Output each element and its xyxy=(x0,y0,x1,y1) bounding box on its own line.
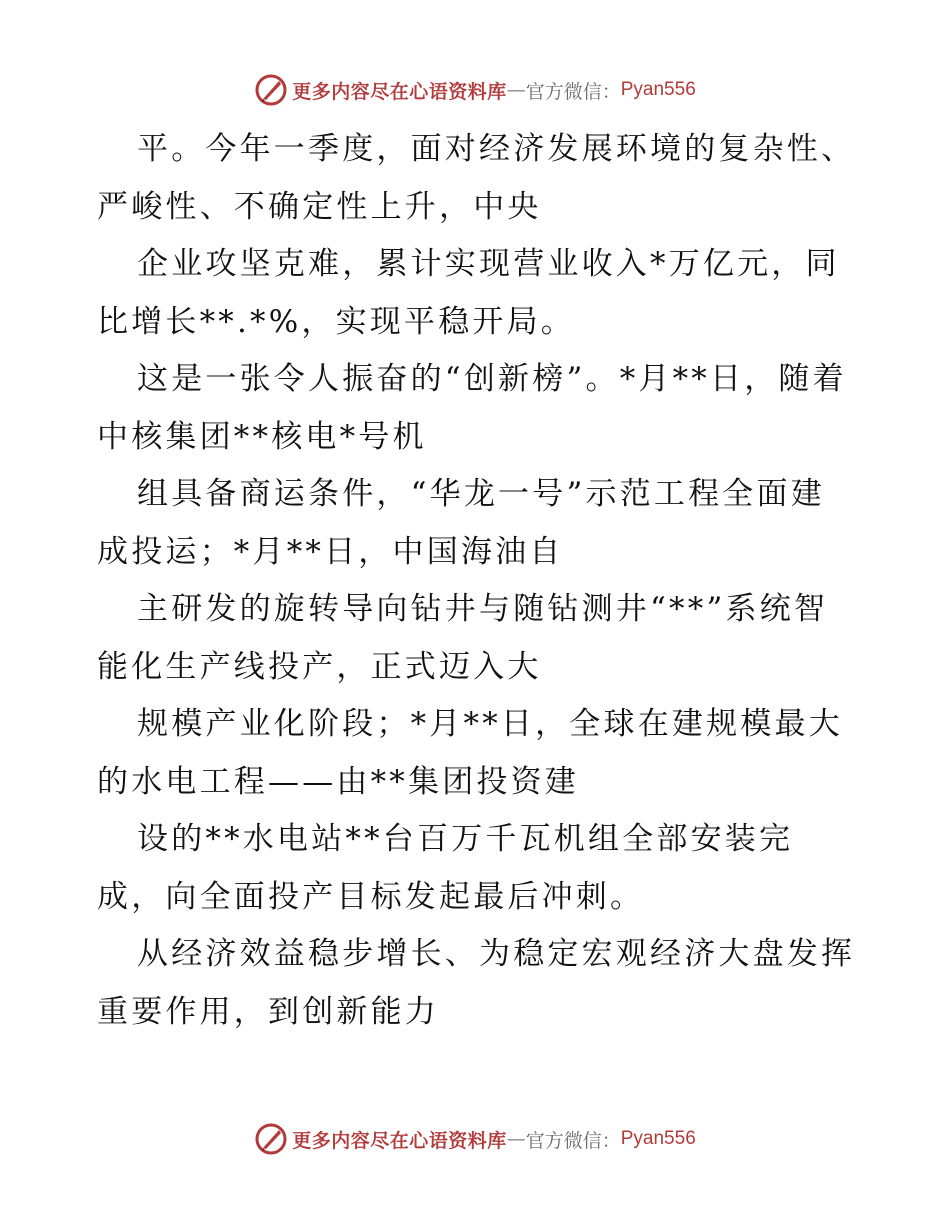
paragraph-3: 这是一张令人振奋的“创新榜”。*月**日，随着中核集团**核电*号机 xyxy=(97,361,847,455)
footer-banner xyxy=(0,1119,950,1159)
quill-pen-logo-icon xyxy=(254,1122,288,1156)
header-wechat-id: Pyan556 xyxy=(620,79,696,100)
header-dash: — xyxy=(506,79,526,101)
paragraph-7: 设的**水电站**台百万千瓦机组全部安装完成，向全面投产目标发起最后冲刺。 xyxy=(97,821,794,915)
paragraph-4: 组具备商运条件，“华龙一号”示范工程全面建成投运；*月**日，中国海油自 xyxy=(97,476,825,570)
footer-dash: — xyxy=(506,1128,526,1150)
header-banner xyxy=(0,70,950,110)
footer-wechat-id: Pyan556 xyxy=(620,1128,696,1149)
document-body xyxy=(97,121,857,1041)
paragraph-5: 主研发的旋转导向钻井与随钻测井“**”系统智能化生产线投产，正式迈入大 xyxy=(97,591,829,685)
paragraph-1: 平。今年一季度，面对经济发展环境的复杂性、严峻性、不确定性上升，中央 xyxy=(97,131,856,225)
paragraph-8: 从经济效益稳步增长、为稳定宏观经济大盘发挥重要作用，到创新能力 xyxy=(97,936,856,1030)
quill-pen-logo-icon xyxy=(254,73,288,107)
paragraph-6: 规模产业化阶段；*月**日，全球在建规模最大的水电工程——由**集团投资建 xyxy=(97,706,843,800)
header-promo-text: 更多内容尽在心语资料库 xyxy=(292,80,507,103)
header-wechat-label: 官方微信： xyxy=(525,80,621,103)
footer-wechat-label: 官方微信： xyxy=(525,1129,621,1152)
footer-promo-text: 更多内容尽在心语资料库 xyxy=(292,1129,507,1152)
paragraph-2: 企业攻坚克难，累计实现营业收入*万亿元，同比增长**.*%，实现平稳开局。 xyxy=(97,246,840,340)
